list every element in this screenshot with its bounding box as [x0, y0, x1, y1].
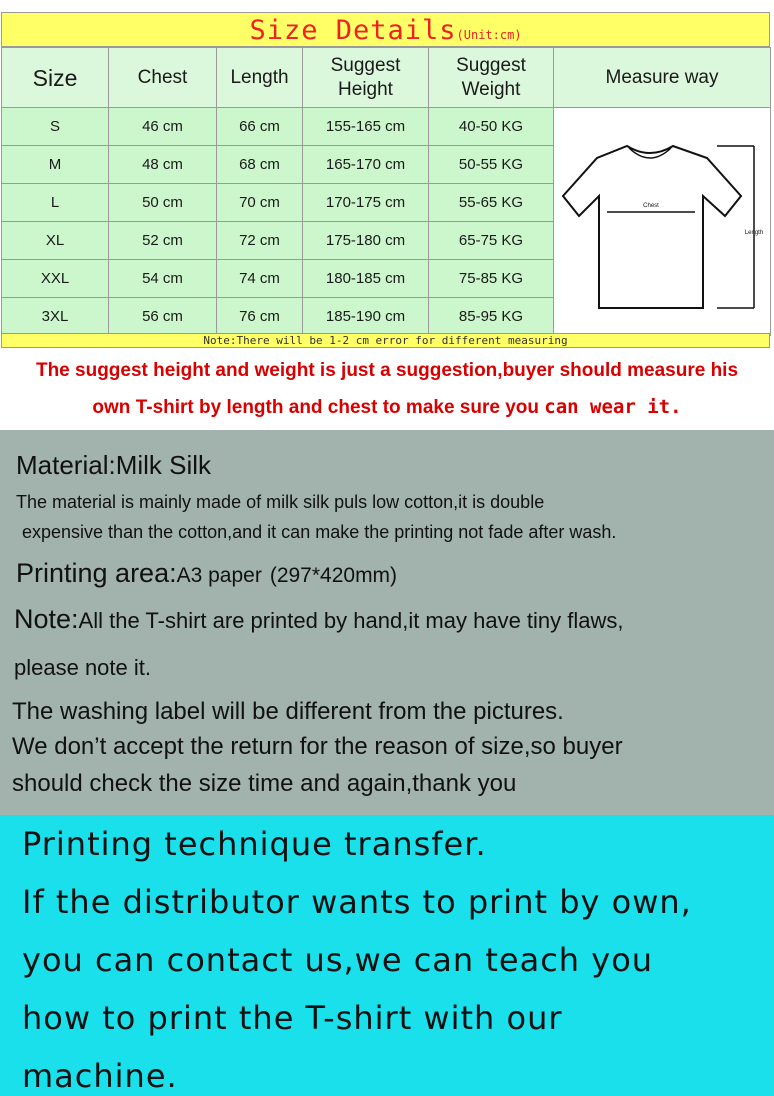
material-description-line-1: The material is mainly made of milk silk puls low cotton,it is double — [16, 492, 545, 512]
cell-height: 155-165 cm — [303, 108, 429, 146]
handprint-note-text: All the T-shirt are printed by hand,it may have tiny flaws, — [78, 608, 624, 633]
header-measure-way: Measure way — [554, 48, 771, 108]
printing-area — [16, 558, 397, 589]
cell-height: 180-185 cm — [303, 260, 429, 298]
handprint-note — [14, 604, 624, 635]
disclaimer-line-2-end: can wear it. — [544, 396, 682, 418]
cell-length: 66 cm — [217, 108, 303, 146]
printing-area-label: Printing area: — [16, 558, 177, 588]
chest-label: Chest — [643, 202, 659, 209]
header-suggest-weight — [429, 48, 554, 108]
cell-size: 3XL — [2, 298, 109, 336]
material-title: Material:Milk Silk — [16, 450, 212, 480]
tshirt-measure-diagram — [557, 120, 767, 320]
technique-line-3: you can contact us,we can teach you — [22, 941, 654, 979]
cell-height: 165-170 cm — [303, 146, 429, 184]
cell-chest: 48 cm — [109, 146, 217, 184]
cell-size: XXL — [2, 260, 109, 298]
cell-weight: 55-65 KG — [429, 184, 554, 222]
header-suggest-weight-line2: Weight — [461, 78, 521, 100]
cell-length: 76 cm — [217, 298, 303, 336]
cell-weight: 40-50 KG — [429, 108, 554, 146]
technique-line-5: machine. — [22, 1057, 178, 1095]
measurement-error-note: Note:There will be 1-2 cm error for different measuring — [1, 333, 770, 348]
cell-height: 185-190 cm — [303, 298, 429, 336]
cell-chest: 56 cm — [109, 298, 217, 336]
handprint-note-line-2: please note it. — [14, 655, 151, 680]
cell-length: 72 cm — [217, 222, 303, 260]
return-policy-line-1: We don’t accept the return for the reason of size,so buyer — [12, 733, 623, 760]
disclaimer-line-2 — [0, 396, 774, 419]
handprint-note-label: Note: — [14, 604, 79, 634]
cell-length: 68 cm — [217, 146, 303, 184]
measure-way-cell — [554, 108, 771, 336]
size-details-title: Size Details — [249, 15, 457, 46]
size-table-header-row — [2, 48, 771, 108]
return-policy-line-2: should check the size time and again,thank you — [12, 770, 517, 797]
cell-size: L — [2, 184, 109, 222]
cell-size: S — [2, 108, 109, 146]
cell-weight: 50-55 KG — [429, 146, 554, 184]
header-size: Size — [2, 48, 109, 108]
printing-area-value: A3 paper — [176, 564, 262, 587]
table-row — [2, 108, 771, 146]
disclaimer-line-1: The suggest height and weight is just a suggestion,buyer should measure his — [35, 360, 739, 381]
technique-line-2: If the distributor wants to print by own, — [22, 883, 692, 921]
cell-length: 70 cm — [217, 184, 303, 222]
cell-height: 175-180 cm — [303, 222, 429, 260]
material-description-line-2: expensive than the cotton,and it can make the printing not fade after wash. — [22, 522, 617, 542]
size-table — [1, 47, 771, 336]
size-details-unit: (Unit:cm) — [456, 28, 522, 42]
cell-weight: 65-75 KG — [429, 222, 554, 260]
cell-height: 170-175 cm — [303, 184, 429, 222]
cell-length: 74 cm — [217, 260, 303, 298]
cell-size: XL — [2, 222, 109, 260]
disclaimer-line-2-text: own T-shirt by length and chest to make sure you — [92, 397, 545, 418]
tshirt-outline — [563, 146, 741, 308]
cell-chest: 54 cm — [109, 260, 217, 298]
header-suggest-height-line2: Height — [338, 78, 393, 100]
header-suggest-height — [303, 48, 429, 108]
header-suggest-weight-line1: Suggest — [456, 54, 526, 76]
washing-label-note: The washing label will be different from the pictures. — [12, 698, 564, 725]
printing-area-dimensions: (297*420mm) — [269, 564, 398, 587]
header-length: Length — [217, 48, 303, 108]
cell-chest: 52 cm — [109, 222, 217, 260]
header-chest: Chest — [109, 48, 217, 108]
header-suggest-height-line1: Suggest — [330, 54, 401, 76]
cell-chest: 46 cm — [109, 108, 217, 146]
printing-technique-section — [0, 815, 774, 1096]
cell-weight: 85-95 KG — [429, 298, 554, 336]
size-suggestion-disclaimer — [0, 350, 774, 428]
product-info-section — [0, 430, 774, 815]
technique-line-1: Printing technique transfer. — [22, 825, 487, 863]
cell-chest: 50 cm — [109, 184, 217, 222]
technique-line-4: how to print the T-shirt with our — [22, 999, 563, 1037]
size-details-title-bar — [1, 12, 770, 47]
length-label: Length — [744, 229, 764, 236]
cell-size: M — [2, 146, 109, 184]
cell-weight: 75-85 KG — [429, 260, 554, 298]
